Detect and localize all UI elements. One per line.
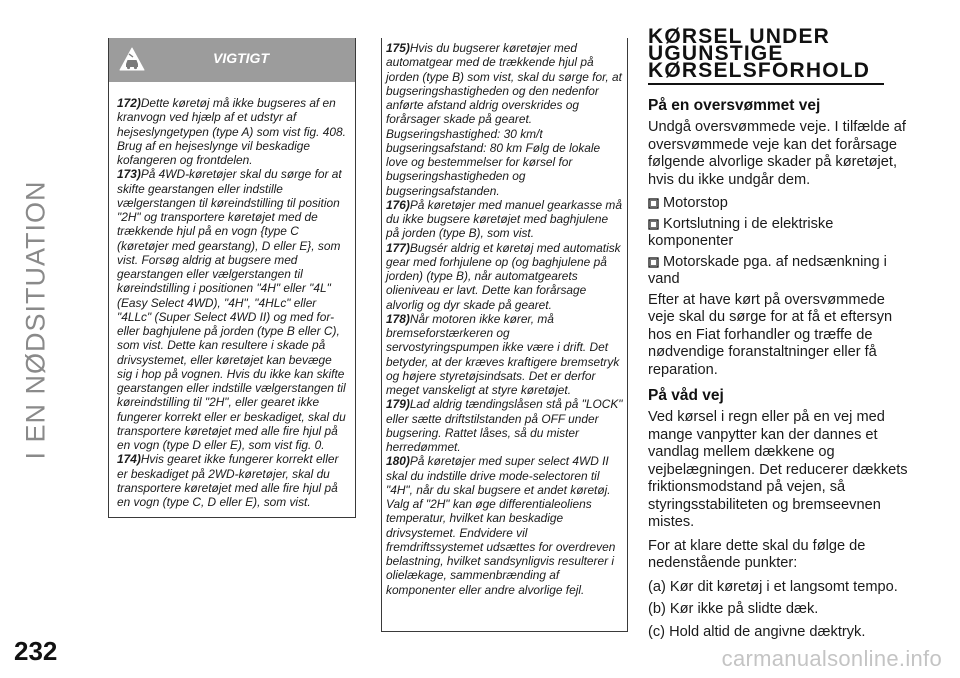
note-number: 179) [386,397,410,412]
note-item [386,198,623,241]
list-item-text: Motorstop [663,195,728,211]
square-bullet-icon [648,198,659,209]
note-item [386,41,623,198]
note-number: 178) [386,311,410,326]
list-item-text: Motorskade pga. af nedsænkning i vand [648,253,887,287]
note-number: 172) [117,96,141,110]
note-item [117,452,349,509]
flood-heading: På en oversvømmet vej [648,97,821,114]
note-text: Dette køretøj må ikke bugseres af en kranvogn ved hjælp af et udstyr af hejseslyngetypen (type A) som vist fig. 408. Brug af en hejseslynge vil beskadige kofangeren og frontdelen. [117,96,346,167]
list-item [648,216,910,251]
note-item [386,454,623,597]
warning-notes [109,82,355,509]
list-item: (b) Kør ikke på slidte dæk. [648,601,819,617]
note-number: 180) [386,454,410,469]
note-number: 176) [386,197,410,212]
warning-label: VIGTIGT [213,50,269,66]
note-item [386,397,623,454]
note-text: Hvis du bugserer køretøjer med automatgear med de trækkende hjul på jorden (type B) som vist, skal du sørge for, at bugseringshastigheden og den nedenfor anførte afstand aldrig overskrides og forårsager skade på gearet. Bugseringshastighed: 30 km/t bugseringsafstand: 80 km Følg de lokale love og bestemmelser for kørsel for bugseringshastigheden og bugseringsafstanden. [386,41,622,198]
square-bullet-icon [648,219,659,230]
wet-road-instructions: For at klare dette skal du følge de nedenstående punkter: [648,537,866,571]
note-text: På køretøjer med manuel gearkasse må du ikke bugsere køretøjet med baghjulene på jorden (type B), som vist. [386,197,622,241]
list-item: (a) Kør dit køretøj i et langsomt tempo. [648,578,898,595]
note-text: Lad aldrig tændingslåsen stå på "LOCK" eller sætte driftstilstanden på OFF under bugsering. Rattet låses, så du mister herredømmet. [386,397,623,454]
flood-intro: Undgå oversvømmede veje. I tilfælde af oversvømmede veje kan det forårsage følgende alvorlige skader på køretøjet, hvis du ikke undgår dem. [648,119,906,188]
wet-road-heading: På våd vej [648,387,724,404]
watermark: carmanualsonline.info [721,646,942,671]
list-item: (c) Hold altid de angivne dæktryk. [648,623,866,640]
note-text: Når motoren ikke kører, må bremseforstærkeren og servostyringspumpen ikke være i drift. Det betyder, at der kræves kraftigere bremsetryk og højere styretøjsindsats. Det er derfor meget vanskeligt at styre køretøjet. [386,311,620,397]
page-number: 232 [14,636,58,666]
chapter-side-title [6,40,66,600]
note-text: På 4WD-køretøjer skal du sørge for at skifte gearstangen eller indstille vælgerstangen til køreindstilling til position "2H" og transportere køretøjet med de trækkende hjul på en vogn {type C (køretøjer med gearstang), D eller E}, som vist. Forsøg aldrig at bugsere med gearstangen eller vælgerstangen til køreindstilling i positionen "4H" eller "4L" (Easy Select 4WD), "4H", "4HLc" eller "4LLc" (Super Select 4WD II) og med for- eller baghjulene på jorden (type B eller C), som vist. Dette kan resultere i skade på drivsystemet, eller køretøjet kan bevæge sig i hop på vognen. Hvis du ikke kan skifte gearstangen eller indstille vælgerstangen til køreindstilling til "2H", eller gearet ikke fungerer korrekt eller er beskadiget, skal du transportere køretøjet med alle fire hjul på en vogn (type D eller E), som vist fig. 0. [117,167,346,452]
warning-header [109,38,355,82]
section-title-line: KØRSELSFORHOLD [648,59,871,82]
note-item [386,241,623,312]
main-section [648,25,910,646]
section-title-line: KØRSEL UNDER [648,25,831,48]
section-title [648,25,884,85]
section-title-line: UGUNSTIGE [648,42,784,65]
square-bullet-icon [648,257,659,268]
note-number: 174) [117,452,141,467]
note-item [117,167,349,452]
note-text: Hvis gearet ikke fungerer korrekt eller er beskadiget på 2WD-køretøjer, skal du transportere køretøjet med alle fire hjul på en vogn (type C, D eller E), som vist. [117,452,339,509]
note-number: 173) [117,167,141,182]
wet-road-paragraph: Ved kørsel i regn eller på en vej med mange vanpytter kan der dannes et vandlag mellem dækkene og vejbelægningen. Det reducerer dækkets friktionsmodstand på vejen, så styringsstabiliteten og bremseevnen mistes. [648,409,908,530]
chapter-title-text: I EN NØDSITUATION [20,180,51,460]
note-text: På køretøjer med super select 4WD II skal du indstille drive mode-selectoren til "4H", når du skal bugsere et andet køretøj. Valg af "2H" kan øge differentialeoliens temperatur, hvilket kan beskadige drivsystemet. Endvidere vil fremdriftssystemet udsættes for overdreven belastning, hvilket sandsynligvis resulterer i olielækage, sammenbrænding af komponenter eller andre alvorlige fejl. [386,454,616,597]
warning-continuation-box [381,38,628,632]
warning-box [108,38,356,518]
list-item [648,254,910,289]
note-item [117,96,349,167]
note-item [386,312,623,398]
list-item-text: Kortslutning i de elektriske komponenter [648,215,834,249]
note-number: 175) [386,41,410,55]
flood-after: Efter at have kørt på oversvømmede veje skal du sørge for at få et eftersyn hos en Fiat forhandler og træffe de nødvendige foranstaltninger eller få reparation. [648,291,893,378]
note-text: Bugsér aldrig et køretøj med automatisk gear med forhjulene op (og baghjulene på jorden) (type B), når automatgearets olieniveau er lavt. Dette kan forårsage alvorlig og dyr skade på gearet. [386,240,621,312]
list-item [648,195,910,213]
note-number: 177) [386,240,410,255]
